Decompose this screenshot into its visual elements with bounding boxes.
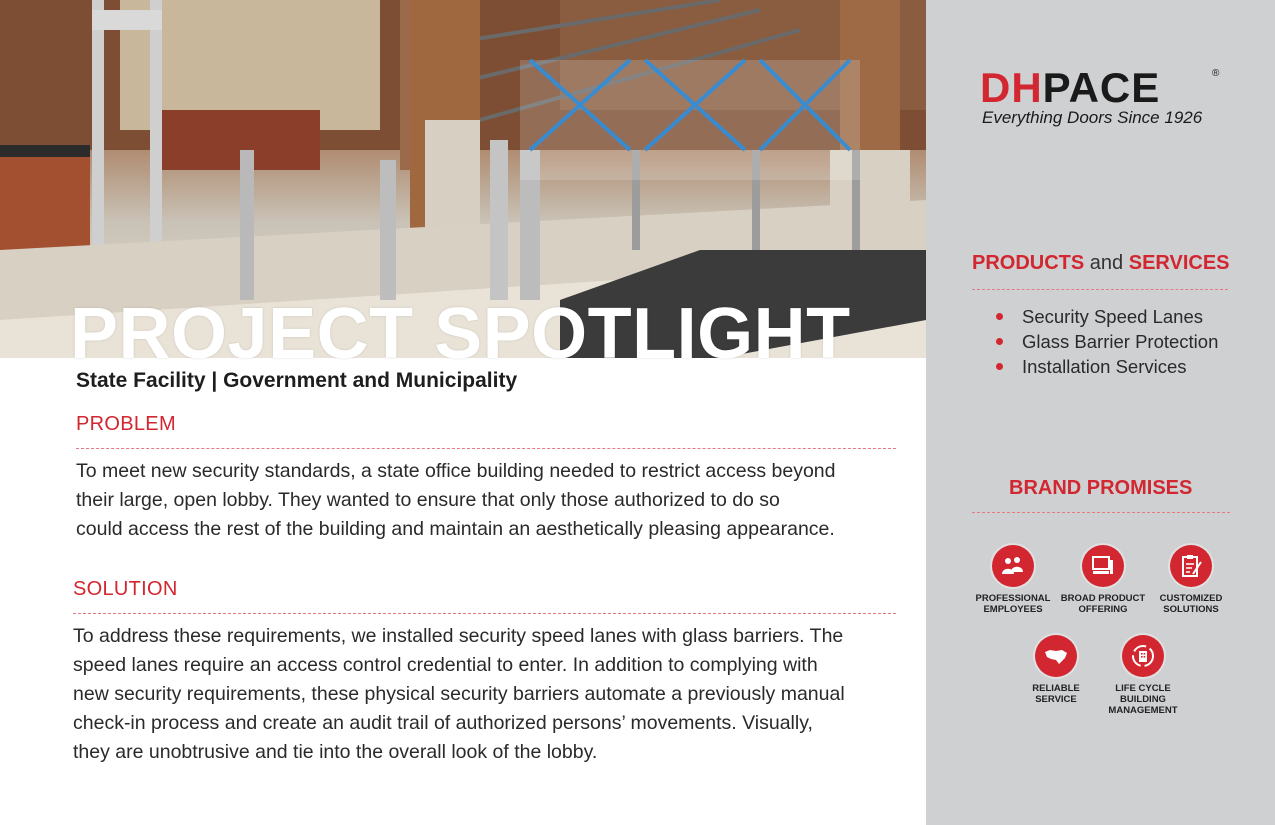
promise-caption: [1093, 683, 1193, 716]
catalog-icon: [1082, 545, 1124, 587]
promise-broad-product-offering: [1053, 545, 1153, 615]
logo-pace: PACE: [1042, 64, 1161, 111]
usa-map-icon: [1035, 635, 1077, 677]
and-word: and: [1089, 252, 1124, 274]
dhpace-logo: [980, 66, 1230, 130]
caption-line: BROAD PRODUCT: [1060, 593, 1146, 604]
caption-line: RELIABLE: [1032, 683, 1080, 694]
sidebar: [926, 0, 1275, 825]
promise-caption: [1053, 593, 1153, 615]
bullet-icon: [996, 363, 1003, 370]
list-item: [996, 354, 1218, 379]
caption-line: PROFESSIONAL: [975, 593, 1051, 604]
product-label: Glass Barrier Protection: [1022, 331, 1219, 352]
problem-divider: [76, 448, 896, 449]
solution-line: they are unobtrusive and tie into the overall look of the lobby.: [73, 741, 598, 763]
product-label: Installation Services: [1022, 356, 1187, 377]
solution-line: check-in process and create an audit trail of authorized persons’ movements. Visually,: [73, 712, 813, 734]
solution-text: [73, 622, 845, 767]
people-icon: [992, 545, 1034, 587]
logo-dh: DH: [980, 64, 1043, 111]
project-subtitle: State Facility | Government and Municipality: [76, 369, 518, 392]
caption-line: MANAGEMENT: [1108, 705, 1178, 716]
problem-heading: PROBLEM: [76, 413, 176, 435]
solution-line: To address these requirements, we installed security speed lanes with glass barriers. The: [73, 625, 844, 647]
problem-line: could access the rest of the building and maintain an aesthetically pleasing appearance.: [76, 518, 835, 540]
brand-divider: [972, 512, 1230, 513]
caption-line: CUSTOMIZED: [1159, 593, 1223, 604]
list-item: [996, 329, 1218, 354]
product-label: Security Speed Lanes: [1022, 306, 1204, 327]
caption-line: LIFE CYCLE BUILDING: [1115, 683, 1171, 705]
promise-customized-solutions: [1141, 545, 1241, 615]
caption-line: SERVICE: [1035, 694, 1077, 705]
solution-line: speed lanes require an access control credential to enter. In addition to complying with: [73, 654, 818, 676]
brand-promises-heading: BRAND PROMISES: [1009, 477, 1193, 499]
promise-reliable-service: [1006, 635, 1106, 705]
products-list: [996, 304, 1218, 379]
promise-caption: [1141, 593, 1241, 615]
services-word: SERVICES: [1128, 252, 1230, 274]
logo-wordmark: [980, 66, 1160, 110]
problem-line: To meet new security standards, a state office building needed to restrict access beyond: [76, 460, 836, 482]
logo-tagline: Everything Doors Since 1926: [982, 108, 1203, 127]
solution-divider: [73, 613, 896, 614]
products-divider: [972, 289, 1228, 290]
solution-heading: SOLUTION: [73, 578, 178, 600]
promise-caption: [963, 593, 1063, 615]
building-cycle-icon: [1122, 635, 1164, 677]
bullet-icon: [996, 338, 1003, 345]
products-word: PRODUCTS: [972, 252, 1085, 274]
bullet-icon: [996, 313, 1003, 320]
solution-line: new security requirements, these physical security barriers automate a previously manual: [73, 683, 845, 705]
list-item: [996, 304, 1218, 329]
caption-line: EMPLOYEES: [983, 604, 1043, 615]
caption-line: OFFERING: [1078, 604, 1128, 615]
page-title: PROJECT SPOTLIGHT: [70, 294, 851, 374]
promise-professional-employees: [963, 545, 1063, 615]
clipboard-icon: [1170, 545, 1212, 587]
caption-line: SOLUTIONS: [1163, 604, 1219, 615]
promise-caption: [1006, 683, 1106, 705]
problem-text: [76, 457, 835, 544]
products-heading: [972, 252, 1230, 275]
registered-mark: ®: [1212, 68, 1220, 79]
promise-life-cycle-building-management: [1093, 635, 1193, 716]
problem-line: their large, open lobby. They wanted to ensure that only those authorized to do so: [76, 489, 780, 511]
